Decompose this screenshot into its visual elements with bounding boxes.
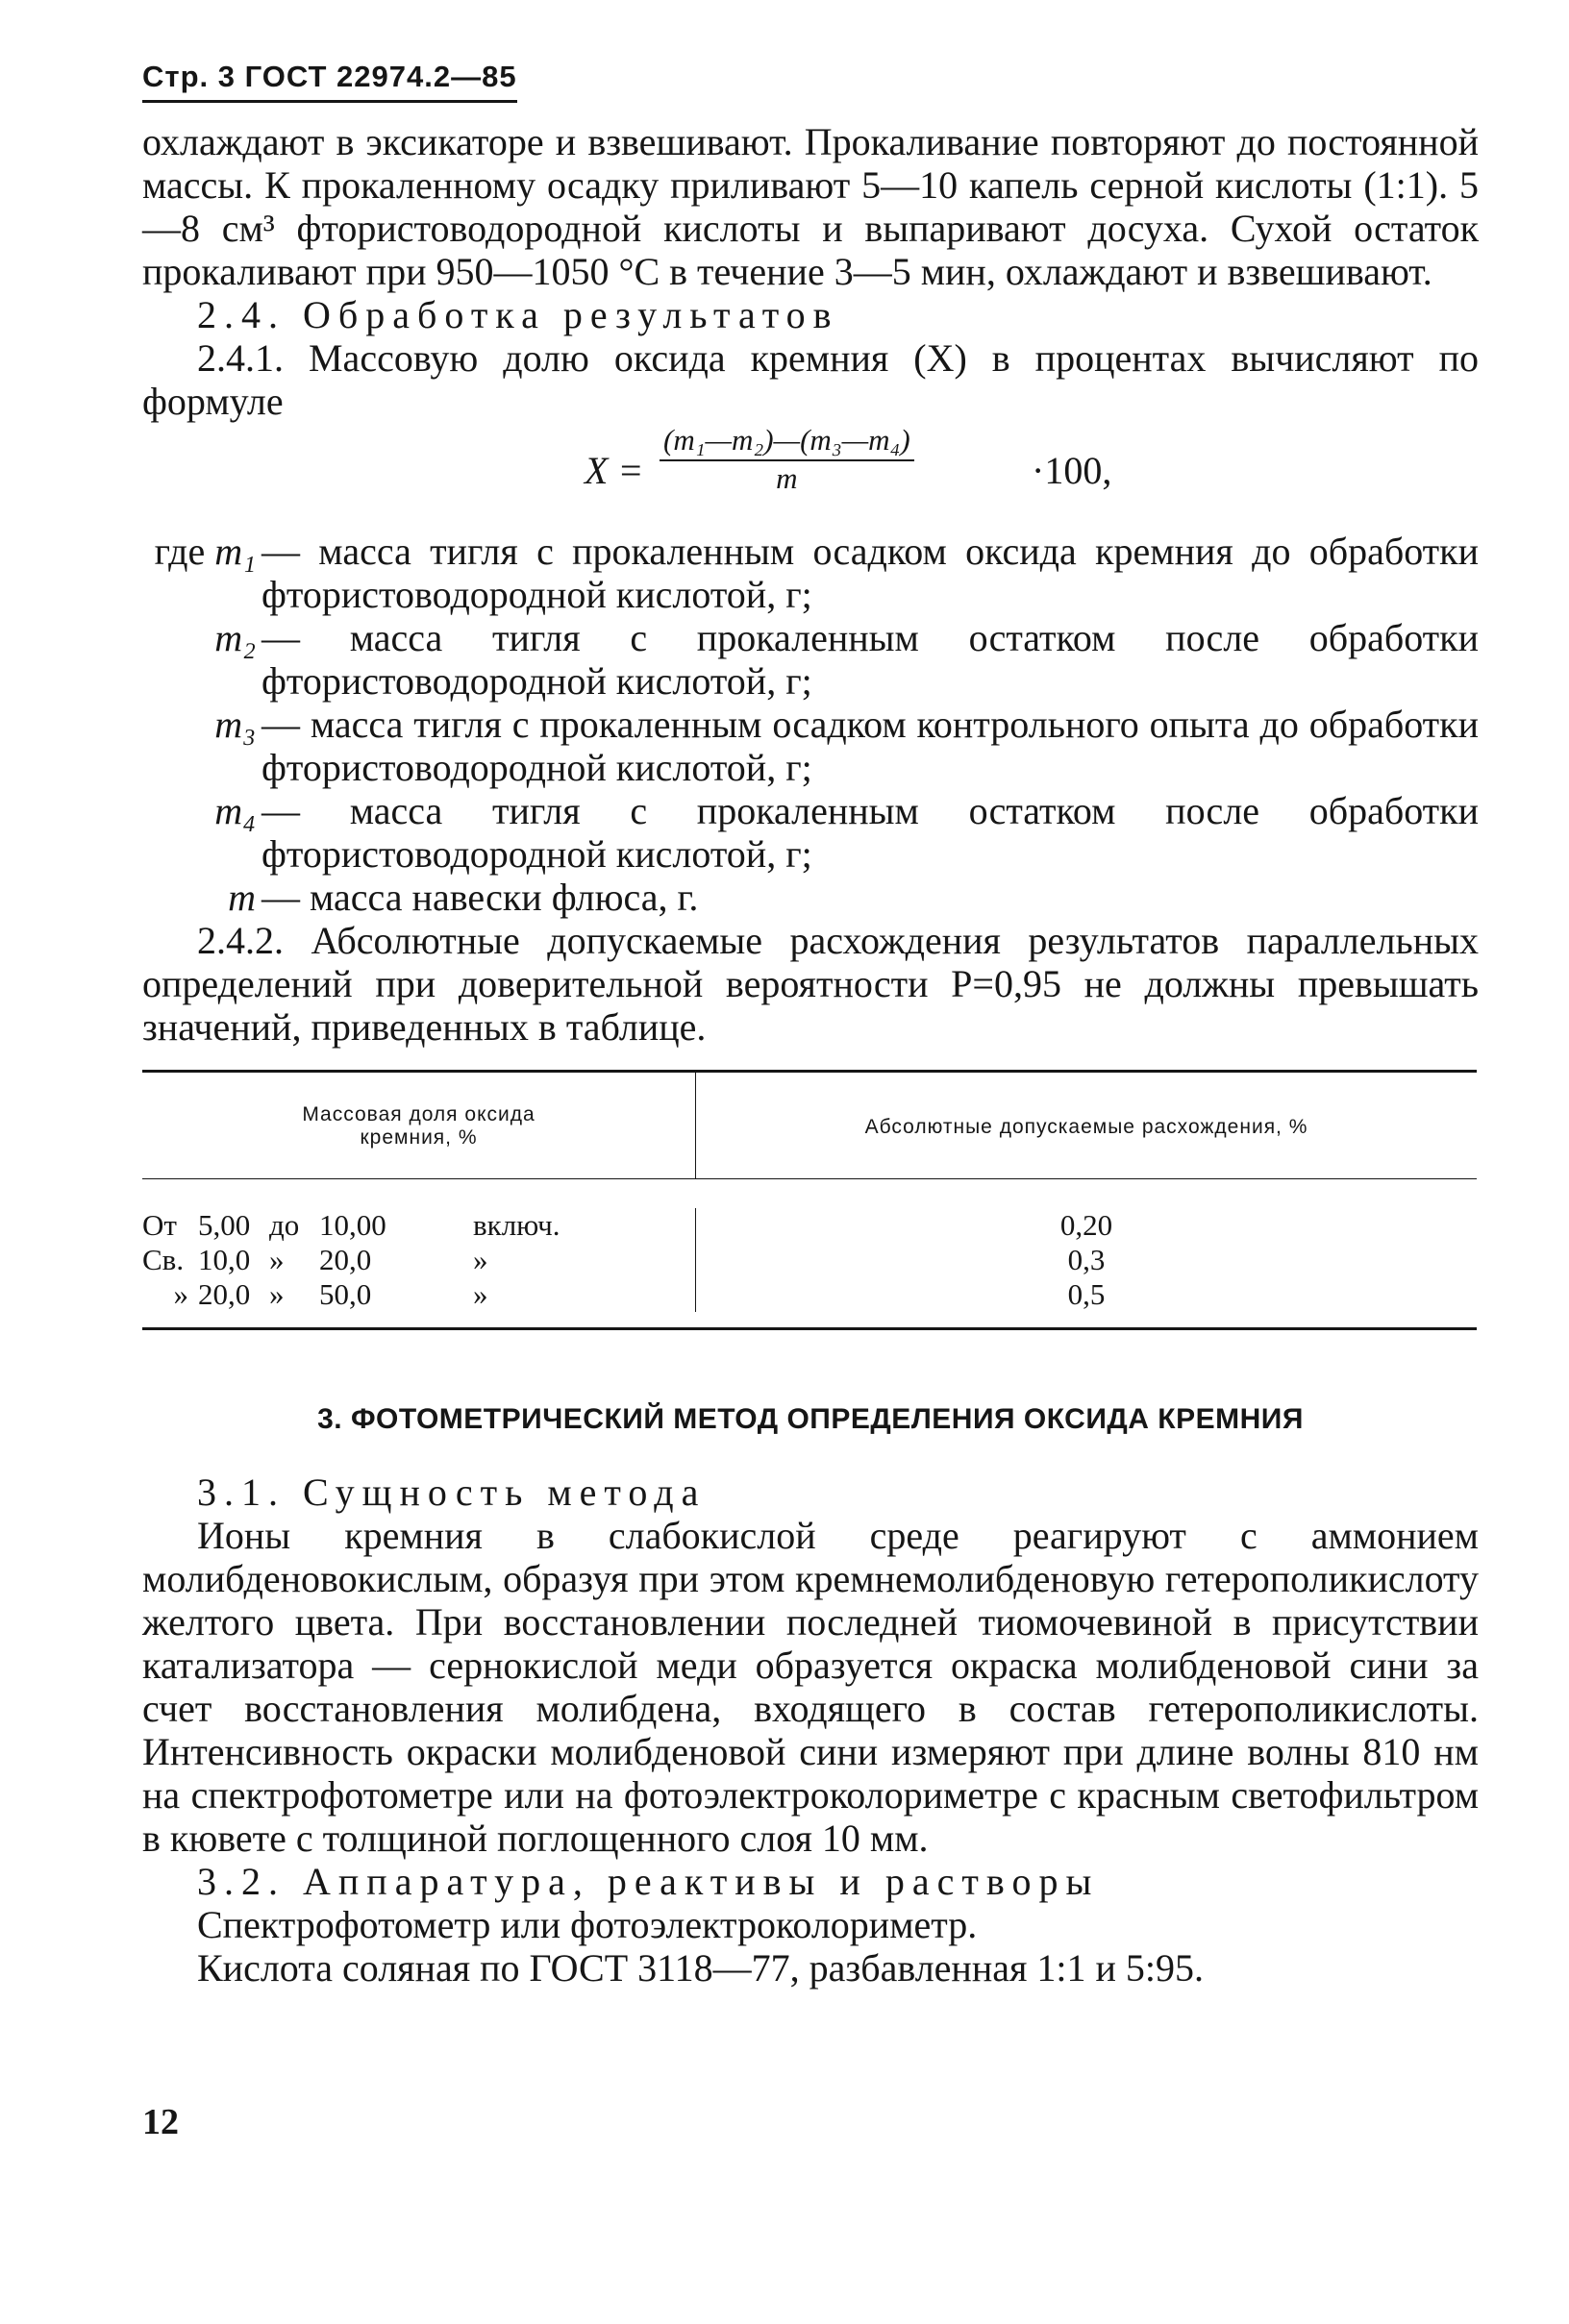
section-3-2-heading: 3.2. Аппаратура, реактивы и растворы [197, 1860, 1100, 1903]
var-symbol: m₄ [214, 789, 256, 832]
header-col1-line1: Массовая доля оксида [302, 1103, 535, 1125]
section-2-4-1: 2.4.1. Массовую долю оксида кремния (X) в процентах вычисляют по формуле [142, 336, 1479, 423]
formula-numerator: (m₁—m₂)—(m₃—m₄) [660, 423, 914, 461]
var-definition: — масса тигля с прокаленным осадком контрольного опыта до обработки фтористоводородной кислотой, г; [262, 703, 1479, 789]
table-row: От 5,00 до 10,00 включ. [142, 1208, 560, 1242]
body-text [142, 120, 1479, 423]
section-2-4-heading: 2.4. Обработка результатов [197, 293, 839, 336]
formula-rhs: ·100, [1032, 449, 1112, 492]
document-page [142, 60, 1479, 1990]
table-header-col1 [142, 1073, 696, 1178]
variable-definitions [142, 530, 1479, 919]
var-symbol: m [228, 876, 256, 919]
var-symbol: m₂ [214, 616, 256, 659]
table-header-col2: Абсолютные допускаемые расхождения, % [864, 1116, 1308, 1138]
table-cell: 0,3 [1067, 1243, 1106, 1276]
page-header: Стр. 3 ГОСТ 22974.2—85 [142, 60, 517, 103]
formula-denominator: m [776, 461, 798, 495]
section-3-1-heading: 3.1. Сущность метода [197, 1471, 707, 1514]
var-definition: — масса тигля с прокаленным осадком оксида кремния до обработки фтористоводородной кислотой, г; [262, 530, 1479, 616]
tolerance-table [142, 1070, 1477, 1330]
table-cell: 0,5 [1067, 1277, 1106, 1311]
table-cell: 0,20 [1059, 1208, 1113, 1242]
table-row: » 20,0 » 50,0 » [173, 1277, 488, 1311]
table-row: Св. 10,0 » 20,0 » [142, 1243, 488, 1276]
formula-lhs: X = [585, 449, 644, 492]
var-definition: — масса тигля с прокаленным остатком после обработки фтористоводородной кислотой, г; [262, 616, 1479, 703]
page-number: 12 [142, 2102, 179, 2142]
var-symbol: где m₁ [154, 530, 256, 573]
header-col1-line2: кремния, % [360, 1126, 478, 1149]
var-symbol: m₃ [214, 703, 256, 746]
section-2-4-2: 2.4.2. Абсолютные допускаемые расхождения результатов параллельных определений при доверительной вероятности P=0,95 не должны превышать значений, приведенных в таблице. [142, 919, 1479, 1049]
formula-fraction [660, 423, 914, 496]
paragraph-continued: охлаждают в эксикаторе и взвешивают. Прокаливание повторяют до постоянной массы. К прокаленному осадку приливают 5—10 капель серной кислоты (1:1). 5—8 см³ фтористоводородной кислоты и выпаривают досуха. Сухой остаток прокаливают при 950—1050 °С в течение 3—5 мин, охлаждают и взвешивают. [142, 120, 1479, 293]
section-3-title: 3. ФОТОМЕТРИЧЕСКИЙ МЕТОД ОПРЕДЕЛЕНИЯ ОКСИДА КРЕМНИЯ [317, 1403, 1304, 1435]
formula-x [142, 423, 1479, 524]
section-3-2-item-1: Спектрофотометр или фотоэлектроколориметр. [197, 1903, 978, 1946]
table-header [142, 1073, 1477, 1179]
var-definition: — масса тигля с прокаленным остатком после обработки фтористоводородной кислотой, г; [262, 789, 1479, 876]
var-definition: — масса навески флюса, г. [262, 876, 699, 919]
table-col-values [696, 1208, 1477, 1312]
table-col-range [142, 1208, 696, 1312]
section-3-body [142, 1471, 1479, 1990]
section-3-1-text: Ионы кремния в слабокислой среде реагируют с аммонием молибденовокислым, образуя при этом кремнемолибденовую гетерополикислоту желтого цвета. При восстановлении последней тиомочевиной в присутствии катализатора — сернокислой меди образуется окраска молибденовой сини за счет восстановления молибдена, входящего в состав гетерополикислоты. Интенсивность окраски молибденовой сини измеряют при длине волны 810 нм на спектрофотометре или на фотоэлектроколориметре с красным светофильтром в кювете с толщиной поглощенного слоя 10 мм. [142, 1514, 1479, 1860]
table-body [142, 1179, 1477, 1327]
section-3-2-item-2: Кислота соляная по ГОСТ 3118—77, разбавленная 1:1 и 5:95. [197, 1946, 1205, 1990]
section-2-4-2-wrap [142, 919, 1479, 1049]
